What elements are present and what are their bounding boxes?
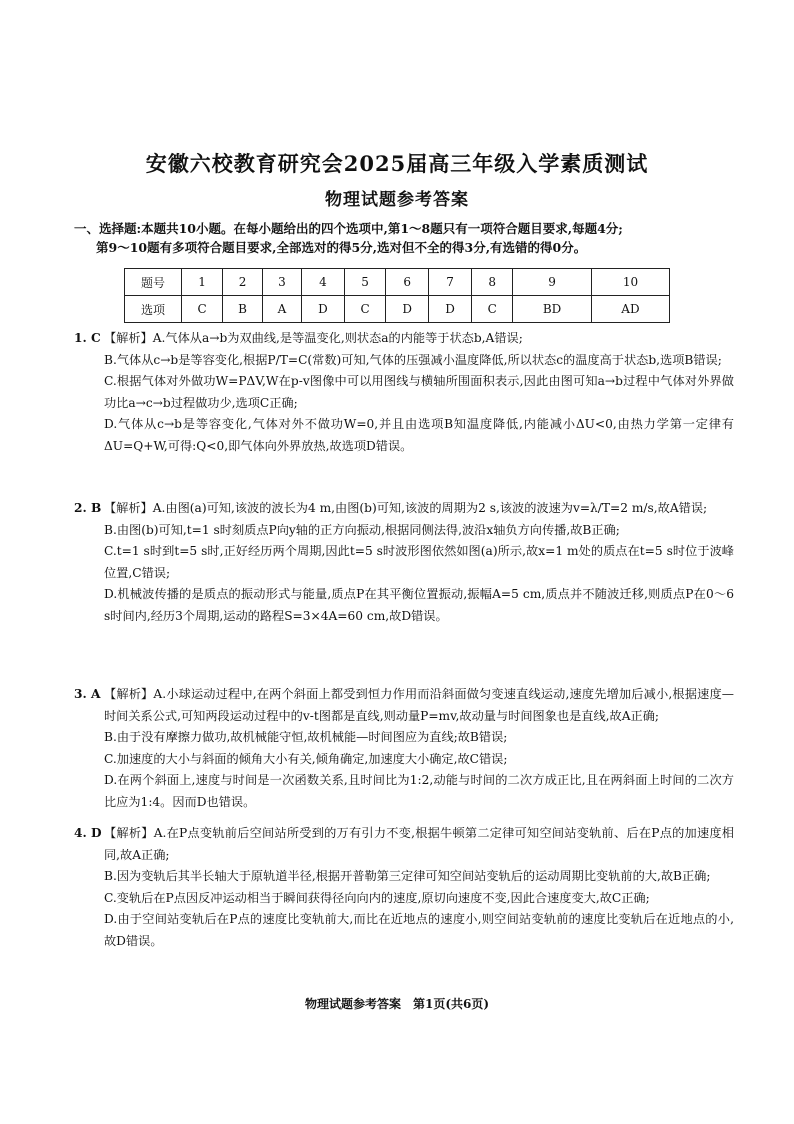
answer-cell: A — [262, 296, 301, 323]
explanation-line: B.由于没有摩擦力做功,故机械能守恒,故机械能—时间图应为直线;故B错误; — [104, 730, 508, 744]
question-number-cell: 2 — [223, 269, 263, 296]
section-instructions — [74, 219, 774, 257]
explanation-line: D.在两个斜面上,速度与时间是一次函数关系,且时间比为1:2,动能与时间的二次方成正比,且在两斜面上时间的二次方比应为1:4。因而D也错误。 — [104, 773, 734, 809]
question-number-cell: 4 — [302, 269, 345, 296]
explanation-line: C.t=1 s时到t=5 s时,正好经历两个周期,因此t=5 s时波形图依然如图(a)所示,故x=1 m处的质点在t=5 s时位于波峰位置,C错误; — [104, 544, 734, 580]
question-number-cell: 6 — [386, 269, 429, 296]
explanation-line: D.气体从c→b是等容变化,气体对外不做功W=0,并且由选项B知温度降低,内能减小ΔU<0,由热力学第一定律有ΔU=Q+W,可得:Q<0,即气体向外界放热,故选项D错误。 — [104, 417, 734, 453]
explanation-line: C.根据气体对外做功W=PΔV,W在p-v图像中可以用图线与横轴所围面积表示,因此由图可知a→b过程中气体对外界做功比a→c→b过程做功少,选项C正确; — [104, 374, 734, 410]
question-number-cell: 5 — [344, 269, 385, 296]
explanation-line: 【解析】A.气体从a→b为双曲线,是等温变化,则状态a的内能等于状态b,A错误; — [104, 331, 523, 345]
question-1 — [74, 328, 734, 457]
number-row-label: 题号 — [125, 269, 182, 296]
explanation-line: 【解析】A.在P点变轨前后空间站所受到的万有引力不变,根据牛顿第二定律可知空间站变轨前、后在P点的加速度相同,故A正确; — [104, 826, 734, 862]
page-title: 安徽六校教育研究会2025届高三年级入学素质测试 — [145, 151, 649, 176]
explanation-line: 【解析】A.由图(a)可知,该波的波长为4 m,由图(b)可知,该波的周期为2 s,该波的波速为v=λ/T=2 m/s,故A错误; — [104, 501, 708, 515]
explanation-line: D.由于空间站变轨后在P点的速度比变轨前大,而比在近地点的速度小,则空间站变轨前的速度比变轨后在近地点的小,故D错误。 — [104, 912, 734, 948]
answer-cell: D — [429, 296, 472, 323]
explanation-line: D.机械波传播的是质点的振动形式与能量,质点P在其平衡位置振动,振幅A=5 cm,质点并不随波迁移,则质点P在0～6 s时间内,经历3个周期,运动的路程S=3×4A=60 cm,故D错误。 — [104, 587, 734, 623]
explanation-line: C.变轨后在P点因反冲运动相当于瞬间获得径向向内的速度,原切向速度不变,因此合速度变大,故C正确; — [104, 890, 650, 905]
question-number: 2. B — [74, 501, 102, 515]
explanation-line: B.因为变轨后其半长轴大于原轨道半径,根据开普勒第三定律可知空间站变轨后的运动周期比变轨前的大,故B正确; — [104, 869, 711, 883]
answer-cell: BD — [513, 296, 592, 323]
answer-cell: C — [472, 296, 513, 323]
answer-cell: AD — [591, 296, 669, 323]
explanation-line: C.加速度的大小与斜面的倾角大小有关,倾角确定,加速度大小确定,故C错误; — [104, 751, 508, 766]
question-2 — [74, 498, 734, 627]
answer-cell: C — [344, 296, 385, 323]
question-number-cell: 1 — [182, 269, 223, 296]
answer-table-option-row — [125, 296, 670, 323]
answer-cell: C — [182, 296, 223, 323]
question-number-cell: 10 — [591, 269, 669, 296]
question-number-cell: 7 — [429, 269, 472, 296]
question-number-cell: 3 — [262, 269, 301, 296]
answer-table-number-row — [125, 269, 670, 296]
answer-cell: B — [223, 296, 263, 323]
answer-table — [124, 268, 670, 323]
section-line-2: 第9～10题有多项符合题目要求,全部选对的得5分,选对但不全的得3分,有选错的得0分。 — [96, 240, 587, 255]
question-number: 3. A — [74, 687, 101, 701]
question-number-cell: 8 — [472, 269, 513, 296]
answer-cell: D — [302, 296, 345, 323]
explanation-line: B.气体从c→b是等容变化,根据P/T=C(常数)可知,气体的压强减小温度降低,所以状态c的温度高于状态b,选项B错误; — [104, 352, 722, 367]
question-4 — [74, 823, 734, 952]
page-subtitle: 物理试题参考答案 — [325, 190, 469, 210]
explanation-line: 【解析】A.小球运动过程中,在两个斜面上都受到恒力作用而沿斜面做匀变速直线运动,速度先增加后减小,根据速度—时间关系公式,可知两段运动过程中的v-t图都是直线,则动量P=mv,故动量与时间图象也是直线,故A正确; — [104, 687, 734, 723]
question-number: 1. C — [74, 331, 101, 345]
question-number: 4. D — [74, 826, 102, 840]
section-line-1: 一、选择题:本题共10小题。在每小题给出的四个选项中,第1～8题只有一项符合题目要求,每题4分; — [74, 221, 623, 236]
option-row-label: 选项 — [125, 296, 182, 323]
question-3 — [74, 684, 734, 813]
explanation-line: B.由图(b)可知,t=1 s时刻质点P向y轴的正方向振动,根据同侧法得,波沿x轴负方向传播,故B正确; — [104, 522, 620, 537]
answer-cell: D — [386, 296, 429, 323]
question-number-cell: 9 — [513, 269, 592, 296]
page-footer: 物理试题参考答案 第1页(共6页) — [304, 997, 490, 1011]
